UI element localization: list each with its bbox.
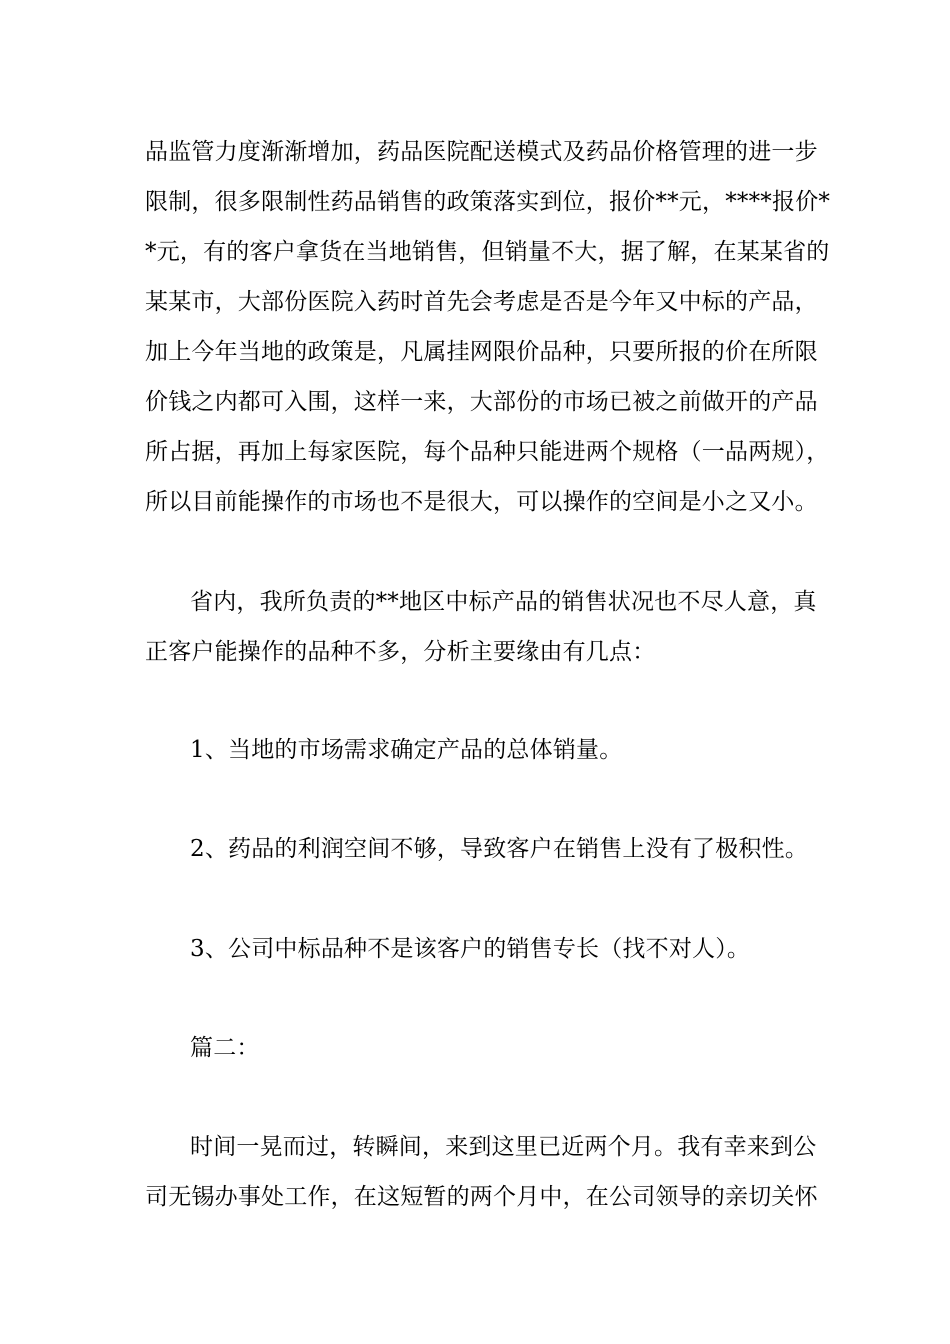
paragraph-1-line-4: 某某市，大部份医院入药时首先会考虑是否是今年又中标的产品， [145,289,818,315]
paragraph-1-line-8: 所以目前能操作的市场也不是很大，可以操作的空间是小之又小。 [145,489,818,515]
paragraph-2-line-2: 正客户能操作的品种不多，分析主要缘由有几点： [145,639,656,665]
paragraph-2-line-1: 省内，我所负责的**地区中标产品的销售状况也不尽人意，真 [190,589,817,615]
paragraph-1-line-5: 加上今年当地的政策是，凡属挂网限价品种，只要所报的价在所限 [145,339,818,365]
list-item-1: 1、当地的市场需求确定产品的总体销量。 [190,737,623,763]
paragraph-3-line-2: 司无锡办事处工作，在这短暂的两个月中，在公司领导的亲切关怀 [145,1184,818,1210]
section-heading: 篇二： [190,1035,260,1061]
list-item-3: 3、公司中标品种不是该客户的销售专长（找不对人）。 [190,936,751,962]
paragraph-1-line-2: 限制，很多限制性药品销售的政策落实到位，报价**元，****报价* [145,189,831,215]
list-item-2: 2、药品的利润空间不够，导致客户在销售上没有了极积性。 [190,836,809,862]
paragraph-3-line-1: 时间一晃而过，转瞬间，来到这里已近两个月。我有幸来到公 [190,1134,817,1160]
paragraph-1-line-1: 品监管力度渐渐增加，药品医院配送模式及药品价格管理的进一步 [145,139,818,165]
paragraph-1-line-7: 所占据，再加上每家医院，每个品种只能进两个规格（一品两规）， [145,439,830,465]
paragraph-1-line-3: *元，有的客户拿货在当地销售，但销量不大，据了解，在某某省的 [145,239,830,265]
paragraph-1-line-6: 价钱之内都可入围，这样一来，大部份的市场已被之前做开的产品 [145,389,818,415]
